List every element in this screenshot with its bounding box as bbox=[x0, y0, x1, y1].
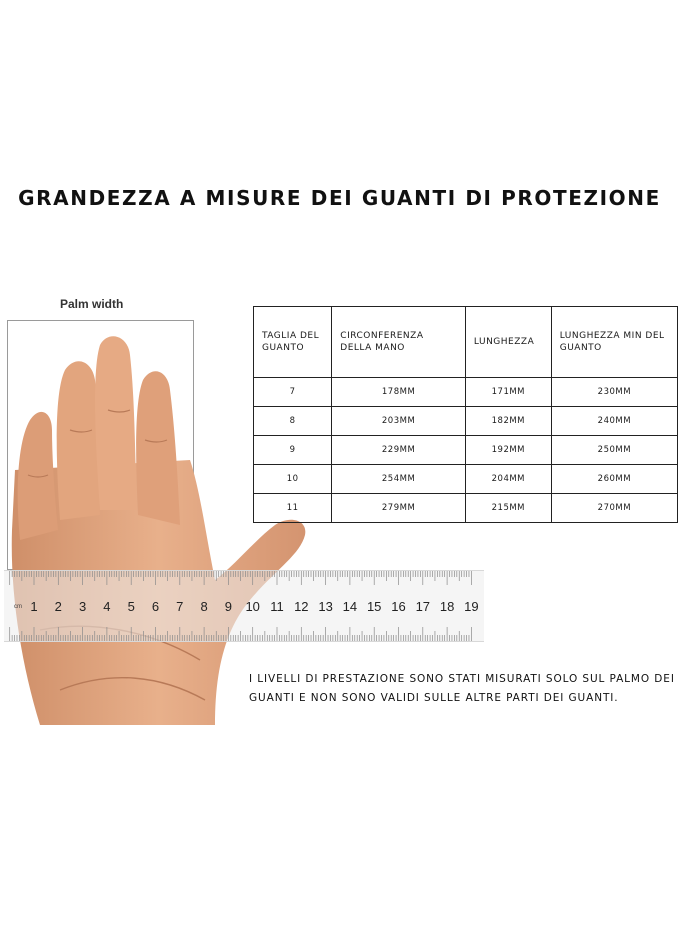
table-header-row bbox=[254, 307, 678, 378]
cell-length: 171MM bbox=[465, 378, 551, 407]
cell-circumference: 229MM bbox=[332, 436, 466, 465]
ruler-number: 7 bbox=[176, 599, 184, 614]
cell-size: 8 bbox=[254, 407, 332, 436]
cell-circumference: 279MM bbox=[332, 494, 466, 523]
cell-min-length: 230MM bbox=[551, 378, 677, 407]
ruler-number: 10 bbox=[245, 599, 260, 614]
header-hand-circumference: CIRCONFERENZA DELLA MANO bbox=[332, 307, 466, 378]
performance-note: I LIVELLI DI PRESTAZIONE SONO STATI MISURATI SOLO SUL PALMO DEI GUANTI E NON SONO VALIDI SULLE ALTRE PARTI DEI GUANTI. bbox=[249, 673, 675, 704]
cell-size: 7 bbox=[254, 378, 332, 407]
cell-circumference: 203MM bbox=[332, 407, 466, 436]
cell-length: 215MM bbox=[465, 494, 551, 523]
table-row bbox=[254, 465, 678, 494]
cell-min-length: 260MM bbox=[551, 465, 677, 494]
cell-circumference: 178MM bbox=[332, 378, 466, 407]
header-length: LUNGHEZZA bbox=[465, 307, 551, 378]
ruler-number: 16 bbox=[391, 599, 406, 614]
ruler-number: 11 bbox=[270, 599, 284, 614]
table-row bbox=[254, 378, 678, 407]
measuring-ruler bbox=[4, 570, 484, 642]
ruler-number: 5 bbox=[127, 599, 135, 614]
ruler-number: 15 bbox=[366, 599, 382, 614]
table-row bbox=[254, 407, 678, 436]
ruler-number: 14 bbox=[342, 599, 358, 614]
ruler-number: 6 bbox=[151, 599, 160, 614]
cell-length: 204MM bbox=[465, 465, 551, 494]
header-min-glove-length: LUNGHEZZA MIN DEL GUANTO bbox=[551, 307, 677, 378]
cell-min-length: 270MM bbox=[551, 494, 677, 523]
table-row bbox=[254, 436, 678, 465]
ruler-number: 18 bbox=[439, 599, 455, 614]
ruler-number: 2 bbox=[54, 599, 62, 614]
ruler-number: 13 bbox=[318, 599, 333, 614]
cell-length: 192MM bbox=[465, 436, 551, 465]
cell-circumference: 254MM bbox=[332, 465, 466, 494]
ruler-number: 3 bbox=[78, 599, 87, 614]
header-size: TAGLIA DEL GUANTO bbox=[254, 307, 332, 378]
ruler-number: 9 bbox=[224, 599, 232, 614]
cell-min-length: 250MM bbox=[551, 436, 677, 465]
cell-size: 9 bbox=[254, 436, 332, 465]
cell-size: 10 bbox=[254, 465, 332, 494]
size-table bbox=[253, 306, 678, 523]
ruler-number: 4 bbox=[103, 599, 111, 614]
ruler-number: 19 bbox=[464, 599, 479, 614]
table-row bbox=[254, 494, 678, 523]
ruler-number: 12 bbox=[294, 599, 309, 614]
cell-min-length: 240MM bbox=[551, 407, 677, 436]
cell-size: 11 bbox=[254, 494, 332, 523]
cell-length: 182MM bbox=[465, 407, 551, 436]
page-title: GRANDEZZA A MISURE DEI GUANTI DI PROTEZIONE bbox=[18, 186, 661, 210]
ruler-number: 8 bbox=[200, 599, 208, 614]
ruler-number: 17 bbox=[415, 599, 431, 614]
ruler-unit-label: cm bbox=[14, 604, 22, 610]
palm-width-label: Palm width bbox=[60, 297, 124, 311]
ruler-number: 1 bbox=[30, 599, 38, 614]
